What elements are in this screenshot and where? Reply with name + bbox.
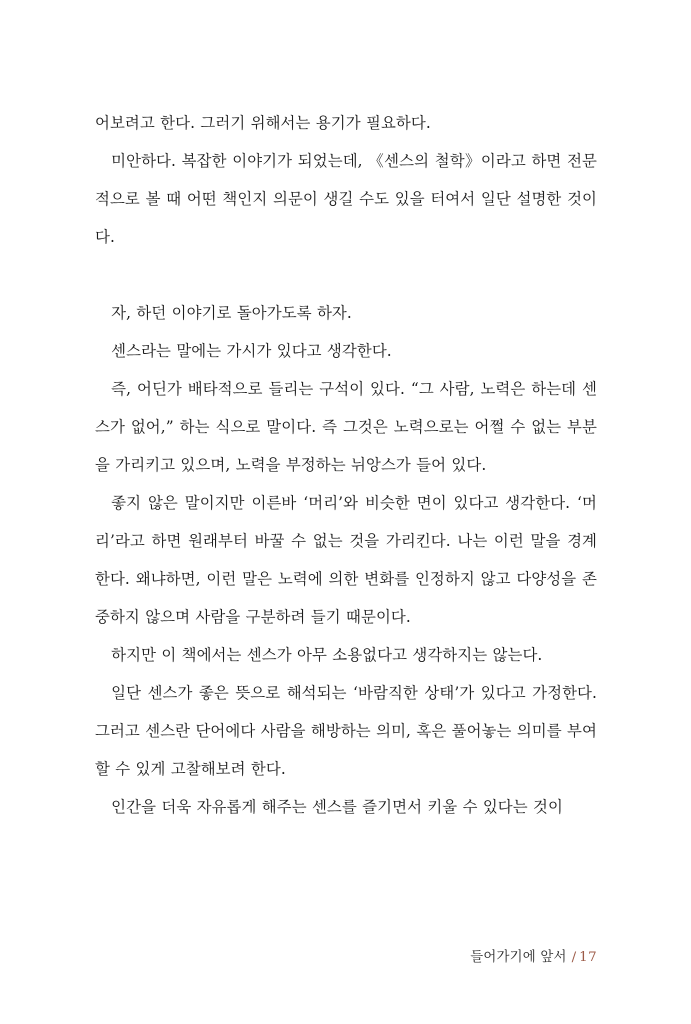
paragraph-p5: 즉, 어딘가 배타적으로 들리는 구석이 있다. “그 사람, 노력은 하는데 센스가 없어,” 하는 식으로 말이다. 즉 그것은 노력으로는 어쩔 수 없는 부분을 가리키고 있으며, 노력을 부정하는 뉘앙스가 들어 있다. (95, 380, 597, 474)
paragraph-block-one (95, 104, 597, 256)
paragraph-p6: 좋지 않은 말이지만 이른바 ‘머리’와 비슷한 면이 있다고 생각한다. ‘머리’라고 하면 원래부터 바꿀 수 없는 것을 가리킨다. 나는 이런 말을 경계한다. 왜냐하면, 이런 말은 노력에 의한 변화를 인정하지 않고 다양성을 존중하지 않으며 사람을 구분하려 들기 때문이다. (95, 494, 597, 626)
paragraph-p8: 일단 센스가 좋은 뜻으로 해석되는 ‘바람직한 상태’가 있다고 가정한다. 그러고 센스란 단어에다 사람을 해방하는 의미, 혹은 풀어놓는 의미를 부여할 수 있게 고찰해보려 한다. (95, 684, 597, 778)
footer-section-label: 들어가기에 앞서 (470, 950, 567, 965)
paragraph-block-two (95, 294, 597, 826)
footer-separator: / (571, 950, 577, 965)
paragraph-p7: 하지만 이 책에서는 센스가 아무 소용없다고 생각하지는 않는다. (111, 646, 543, 664)
paragraph-block-separator (95, 256, 597, 294)
page-footer (470, 949, 597, 967)
paragraph-p2: 미안하다. 복잡한 이야기가 되었는데, 《센스의 철학》이라고 하면 전문적으로 볼 때 어떤 책인지 의문이 생길 수도 있을 터여서 일단 설명한 것이다. (95, 152, 597, 246)
paragraph-p4: 센스라는 말에는 가시가 있다고 생각한다. (111, 342, 392, 360)
paragraph-p3: 자, 하던 이야기로 돌아가도록 하자. (111, 304, 352, 322)
paragraph-p9: 인간을 더욱 자유롭게 해주는 센스를 즐기면서 키울 수 있다는 것이 (111, 798, 563, 816)
page-text-column (95, 104, 597, 826)
paragraph-p1: 어보려고 한다. 그러기 위해서는 용기가 필요하다. (95, 114, 431, 132)
footer-page-number: 17 (579, 950, 597, 965)
